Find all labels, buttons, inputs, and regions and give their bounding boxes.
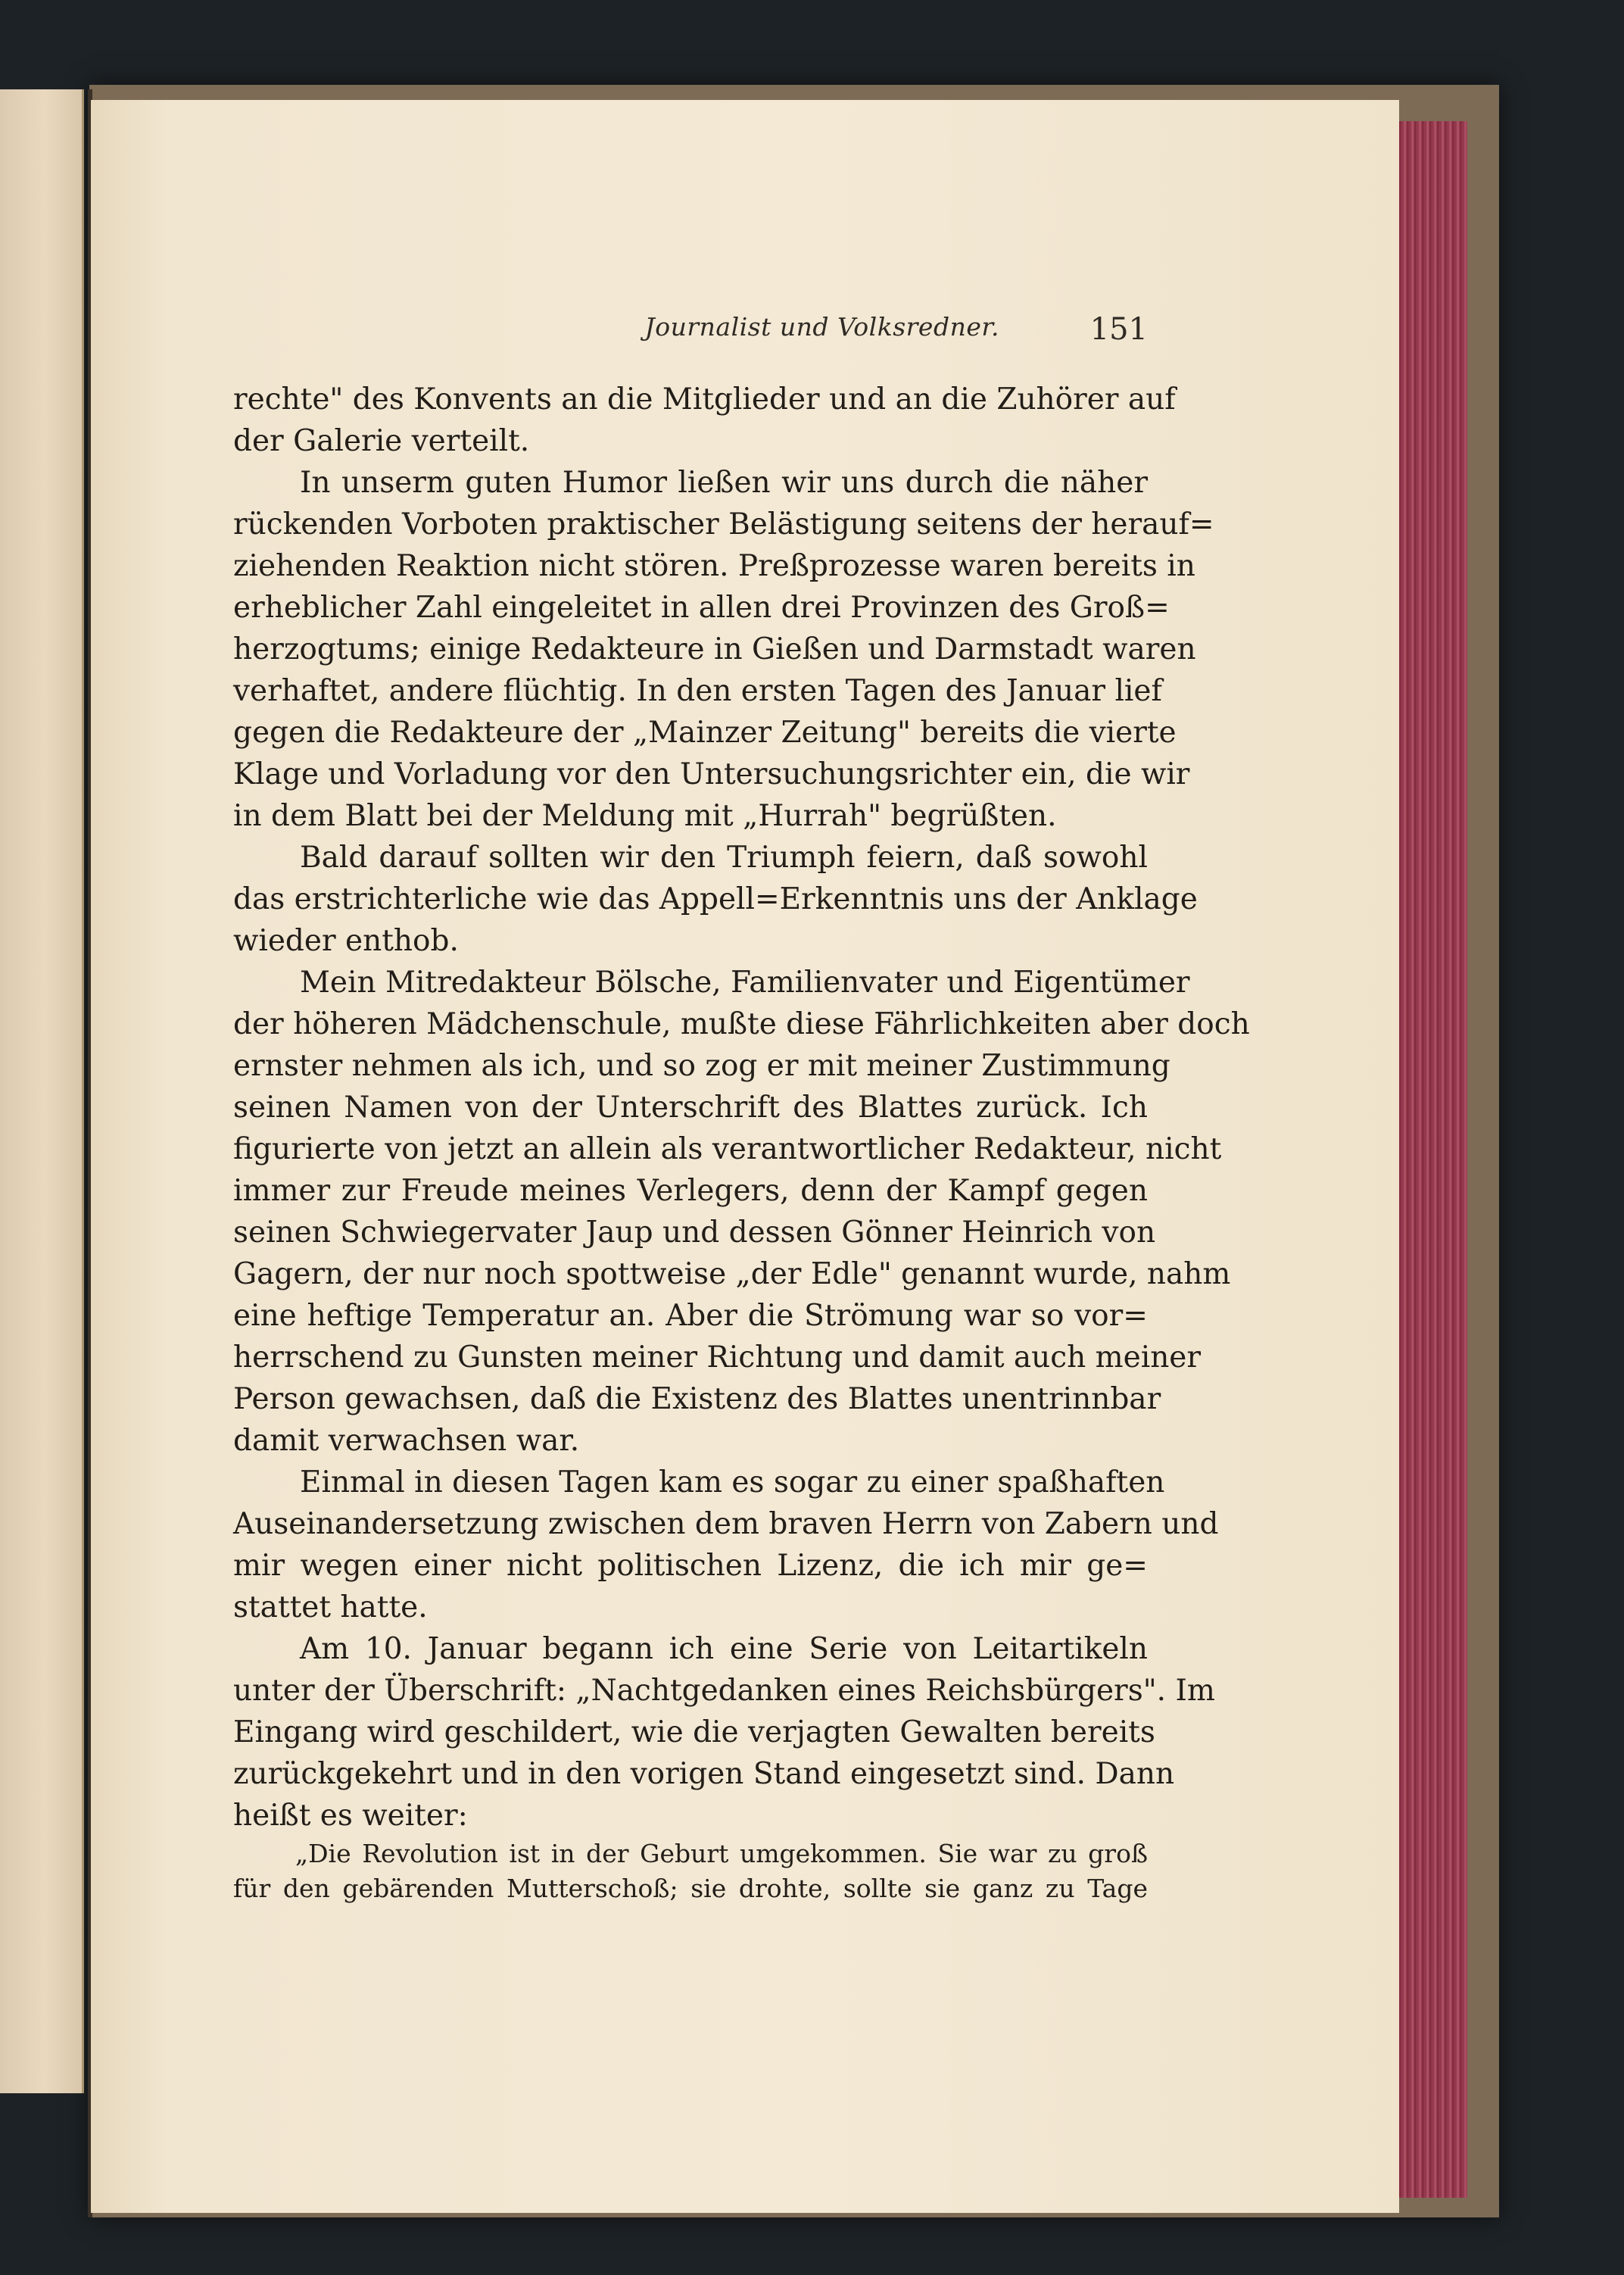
text-line: ziehenden Reaktion nicht stören. Preßprozesse waren bereits in [233,549,1195,583]
page-edges [1395,121,1467,2198]
text-line: seinen Schwiegervater Jaup und dessen Gönner Heinrich von [233,1216,1156,1250]
text-line: heißt es weiter: [233,1799,468,1833]
text-line: Einmal in diesen Tagen kam es sogar zu einer spaßhaften [300,1465,1165,1500]
text-line: herzogtums; einige Redakteure in Gießen und Darmstadt waren [233,632,1196,666]
text-line: herrschend zu Gunsten meiner Richtung und damit auch meiner [233,1340,1202,1375]
text-line: Gagern, der nur noch spottweise „der Edle" genannt wurde, nahm [233,1257,1231,1291]
text-line: in dem Blatt bei der Meldung mit „Hurrah" begrüßten. [233,799,1057,833]
text-line: figurierte von jetzt an allein als verantwortlicher Redakteur, nicht [233,1132,1222,1166]
text-line: ernster nehmen als ich, und so zog er mit meiner Zustimmung [233,1049,1170,1083]
text-line: rechte" des Konvents an die Mitglieder und an die Zuhörer auf [233,382,1176,417]
text-line: Bald darauf sollten wir den Triumph feiern, daß sowohl [300,841,1148,875]
text-line: seinen Namen von der Unterschrift des Blattes zurück. Ich [233,1091,1148,1125]
text-line: erheblicher Zahl eingeleitet in allen drei Provinzen des Groß= [233,591,1170,625]
running-head [494,312,1148,350]
text-line: unter der Überschrift: „Nachtgedanken eines Reichsbürgers". Im [233,1674,1215,1708]
text-line: wieder enthob. [233,924,459,958]
text-line: Auseinandersetzung zwischen dem braven Herrn von Zabern und [233,1507,1219,1541]
text-line: der Galerie verteilt. [233,424,530,458]
quote-line: „Die Revolution ist in der Geburt umgekommen. Sie war zu groß [295,1839,1148,1868]
text-line: Person gewachsen, daß die Existenz des Blattes unentrinnbar [233,1382,1161,1416]
text-line: Klage und Vorladung vor den Untersuchungsrichter ein, die wir [233,757,1190,791]
text-line: verhaftet, andere flüchtig. In den ersten Tagen des Januar lief [233,674,1162,708]
text-line: eine heftige Temperatur an. Aber die Strömung war so vor= [233,1299,1148,1333]
body-text [233,379,1250,1906]
text-line: immer zur Freude meines Verlegers, denn der Kampf gegen [233,1174,1148,1208]
text-line: gegen die Redakteure der „Mainzer Zeitung" bereits die vierte [233,716,1177,750]
text-line: Eingang wird geschildert, wie die verjagten Gewalten bereits [233,1715,1155,1749]
page-number: 151 [1089,312,1148,347]
text-line: Am 10. Januar begann ich eine Serie von Leitartikeln [300,1632,1148,1666]
previous-page-edge [0,89,84,2093]
text-line: rückenden Vorboten praktischer Belästigung seitens der herauf= [233,507,1214,541]
text-line: In unserm guten Humor ließen wir uns durch die näher [300,466,1148,500]
text-line: der höheren Mädchenschule, mußte diese Fährlichkeiten aber doch [233,1007,1250,1041]
running-title: Journalist und Volksredner. [644,312,999,342]
text-line: zurückgekehrt und in den vorigen Stand eingesetzt sind. Dann [233,1757,1175,1791]
text-line: stattet hatte. [233,1590,428,1624]
text-line: mir wegen einer nicht politischen Lizenz, die ich mir ge= [233,1549,1148,1583]
text-line: Mein Mitredakteur Bölsche, Familienvater und Eigentümer [300,966,1190,1000]
quote-line: für den gebärenden Mutterschoß; sie drohte, sollte sie ganz zu Tage [233,1874,1148,1903]
text-line: das erstrichterliche wie das Appell=Erkenntnis uns der Anklage [233,882,1198,916]
text-line: damit verwachsen war. [233,1424,580,1458]
